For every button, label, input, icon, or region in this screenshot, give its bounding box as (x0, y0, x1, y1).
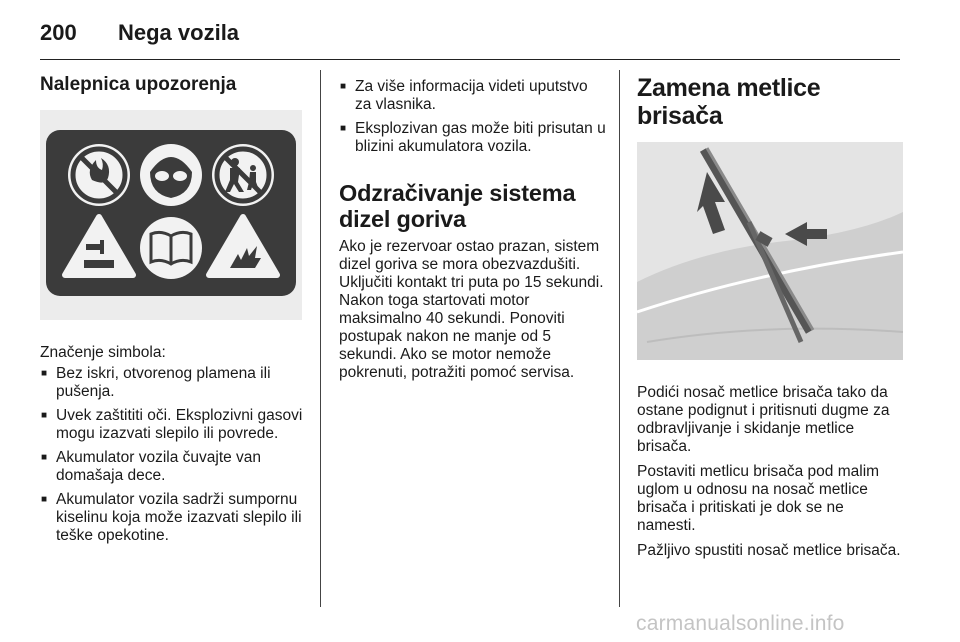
column-wiper-blade (637, 66, 903, 567)
page-title: Nega vozila (118, 20, 240, 45)
section-heading-warning-label: Nalepnica upozorenja (40, 74, 237, 95)
list-item: ■ Uvek zaštititi oči. Eksplozivni gasovi mogu izazvati slepilo ili povrede. (40, 407, 308, 443)
symbols-intro: Značenje simbola: (40, 344, 166, 361)
wiper-blade-image (637, 142, 903, 360)
column-fuel-system (339, 78, 607, 389)
wiper-step-1: Podići nosač metlice brisača tako da ostane podignut i pritisnuti dugme za odbravljivanje i skidanje metlice brisača. (637, 384, 890, 455)
list-item: ■ Bez iskri, otvorenog plamena ili pušenja. (40, 365, 308, 401)
section-heading-fuel-bleed: Odzračivanje sistema dizel goriva (339, 180, 576, 232)
list-item: ■ Akumulator vozila sadrži sumpornu kiselinu koja može izazvati slepilo ili teške opekotine. (40, 491, 308, 545)
column-warning-label (40, 66, 308, 551)
symbols-list (40, 365, 308, 545)
warning-label-figure (40, 110, 302, 320)
column-divider-1 (320, 70, 321, 607)
warning-label-image (40, 110, 302, 320)
wiper-step-3: Pažljivo spustiti nosač metlice brisača. (637, 542, 901, 559)
fuel-bleed-body: Ako je rezervoar ostao prazan, sistem dizel goriva se mora obezvazdušiti. Uključiti kontakt tri puta po 15 sekundi. Nakon toga startovati motor maksimalno 40 sekundi. Ponoviti postupak nakon ne manje od 5 sekundi. Ako se motor nemože pokrenuti, potražiti pomoć servisa. (339, 238, 604, 381)
additional-warnings-list (339, 78, 607, 156)
page-number: 200 (40, 20, 77, 45)
list-item: ■ Za više informacija videti uputstvo za vlasnika. (339, 78, 607, 114)
list-item: ■ Eksplozivan gas može biti prisutan u blizini akumulatora vozila. (339, 120, 607, 156)
list-item: ■ Akumulator vozila čuvajte van domašaja dece. (40, 449, 308, 485)
keep-children-away-icon (212, 144, 274, 206)
column-divider-2 (619, 70, 620, 607)
eye-protection-icon (140, 144, 202, 206)
no-flame-icon (68, 144, 130, 206)
wiper-blade-figure (637, 142, 903, 360)
header-divider (40, 59, 900, 60)
watermark: carmanualsonline.info (636, 612, 845, 635)
read-manual-icon (140, 217, 202, 279)
page-header (40, 20, 239, 50)
wiper-step-2: Postaviti metlicu brisača pod malim uglom u odnosu na nosač metlice brisača i pritiskati je dok se ne namesti. (637, 463, 880, 534)
section-heading-wiper-blade: Zamena metlice brisača (637, 74, 821, 130)
